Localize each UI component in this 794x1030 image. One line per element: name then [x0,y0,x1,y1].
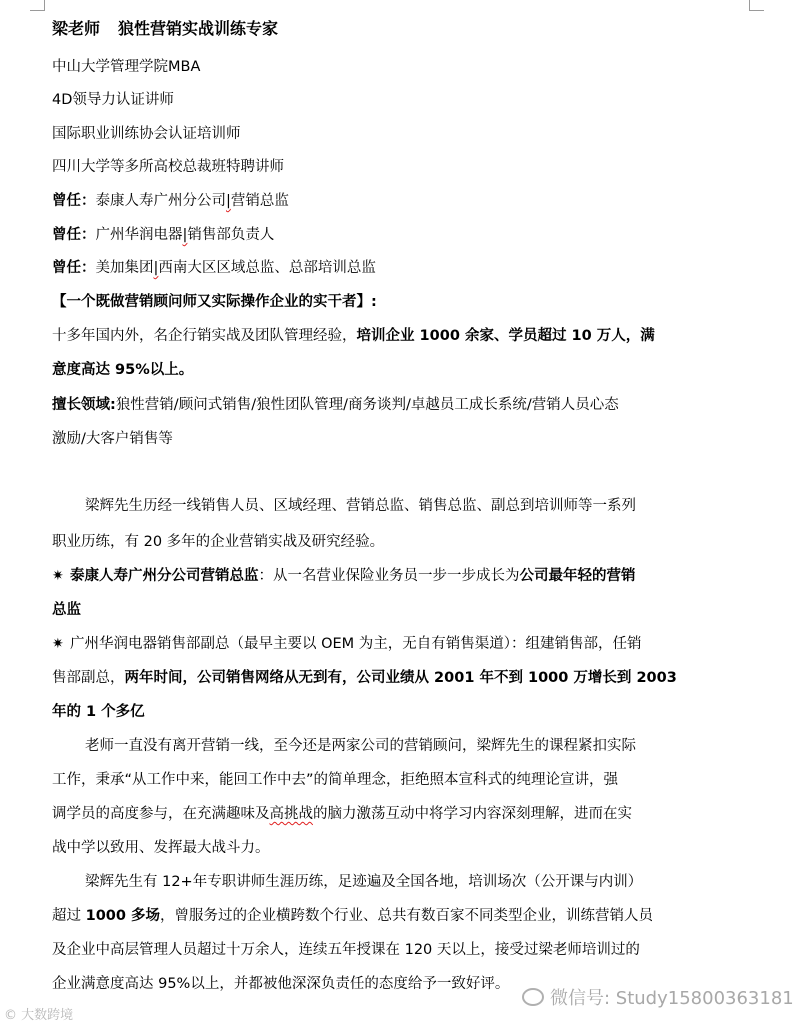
title-headline: 狼性营销实战训练专家 [118,19,279,38]
bio-paragraph-line: 职业历练，有 20 多年的企业营销实战及研究经验。 [52,534,385,550]
bio-paragraph-line: 工作，秉承“从工作中来，能回工作中去”的简单理念，拒绝照本宣科式的纯理论宣讲，强 [52,772,619,788]
bio-paragraph-line: 调学员的高度参与，在充满趣味及高挑战的脑力激荡互动中将学习内容深刻理解，进而在实 [52,806,632,822]
bullet-star-icon: ✷ [52,636,64,652]
page-title [52,19,278,39]
bio-paragraph-line: 战中学以致用、发挥最大战斗力。 [52,840,270,856]
summary-line: 意度高达 95%以上。 [52,362,194,378]
bullet-item-cont: 售部副总，两年时间，公司销售网络从无到有，公司业绩从 2001 年不到 1000 万增长到 2003 [52,670,677,686]
section-heading: 【一个既做营销顾问师又实际操作企业的实干者】: [52,294,377,310]
bullet-item-cont: 年的 1 个多亿 [52,704,145,720]
bullet-item: ✷ 泰康人寿广州分公司营销总监：从一名营业保险业务员一步一步成长为公司最年轻的营销 [52,568,636,584]
wechat-icon [522,988,544,1006]
watermark-right: 微信号: Study15800363181 [522,984,794,1010]
expertise-line: 激励/大客户销售等 [52,431,173,447]
credential-line: 四川大学等多所高校总裁班特聘讲师 [52,159,284,175]
bio-paragraph-line: 及企业中高层管理人员超过十万余人，连续五年授课在 120 天以上，接受过梁老师培训过的 [52,942,640,958]
bullet-item-cont: 总监 [52,602,81,618]
bio-paragraph-line: 超过 1000 多场，曾服务过的企业横跨数个行业、总共有数百家不同类型企业，训练营销人员 [52,908,654,924]
expertise-line: 擅长领域:狼性营销/顾问式销售/狼性团队管理/商务谈判/卓越员工成长系统/营销人员心态 [52,397,619,413]
position-line: 曾任：广州华润电器|销售部负责人 [52,227,275,243]
credential-line: 国际职业训练协会认证培训师 [52,126,241,142]
page-corner-mark [30,0,45,11]
bio-paragraph-line: 老师一直没有离开营销一线，至今还是两家公司的营销顾问，梁辉先生的课程紧扣实际 [85,738,636,754]
bullet-item: ✷ 广州华润电器销售部副总（最早主要以 OEM 为主，无自有销售渠道）：组建销售部，任销 [52,636,642,652]
title-name: 梁老师 [52,19,101,38]
bullet-star-icon: ✷ [52,568,64,584]
position-line: 曾任：泰康人寿广州分公司|营销总监 [52,193,289,209]
watermark-left: © 大数跨境 [4,1008,74,1023]
bio-paragraph-line: 企业满意度高达 95%以上，并都被他深深负责任的态度给予一致好评。 [52,976,510,992]
credential-line: 4D领导力认证讲师 [52,92,174,108]
page-corner-mark [749,0,764,11]
bio-paragraph-line: 梁辉先生历经一线销售人员、区域经理、营销总监、销售总监、副总到培训师等一系列 [85,498,636,514]
credential-line: 中山大学管理学院MBA [52,59,201,75]
position-line: 曾任：美加集团|西南大区区域总监、总部培训总监 [52,260,376,276]
bio-paragraph-line: 梁辉先生有 12+年专职讲师生涯历练，足迹遍及全国各地，培训场次（公开课与内训） [85,874,643,890]
summary-line: 十多年国内外，名企行销实战及团队管理经验，培训企业 1000 余家、学员超过 10 万人，满 [52,328,655,344]
